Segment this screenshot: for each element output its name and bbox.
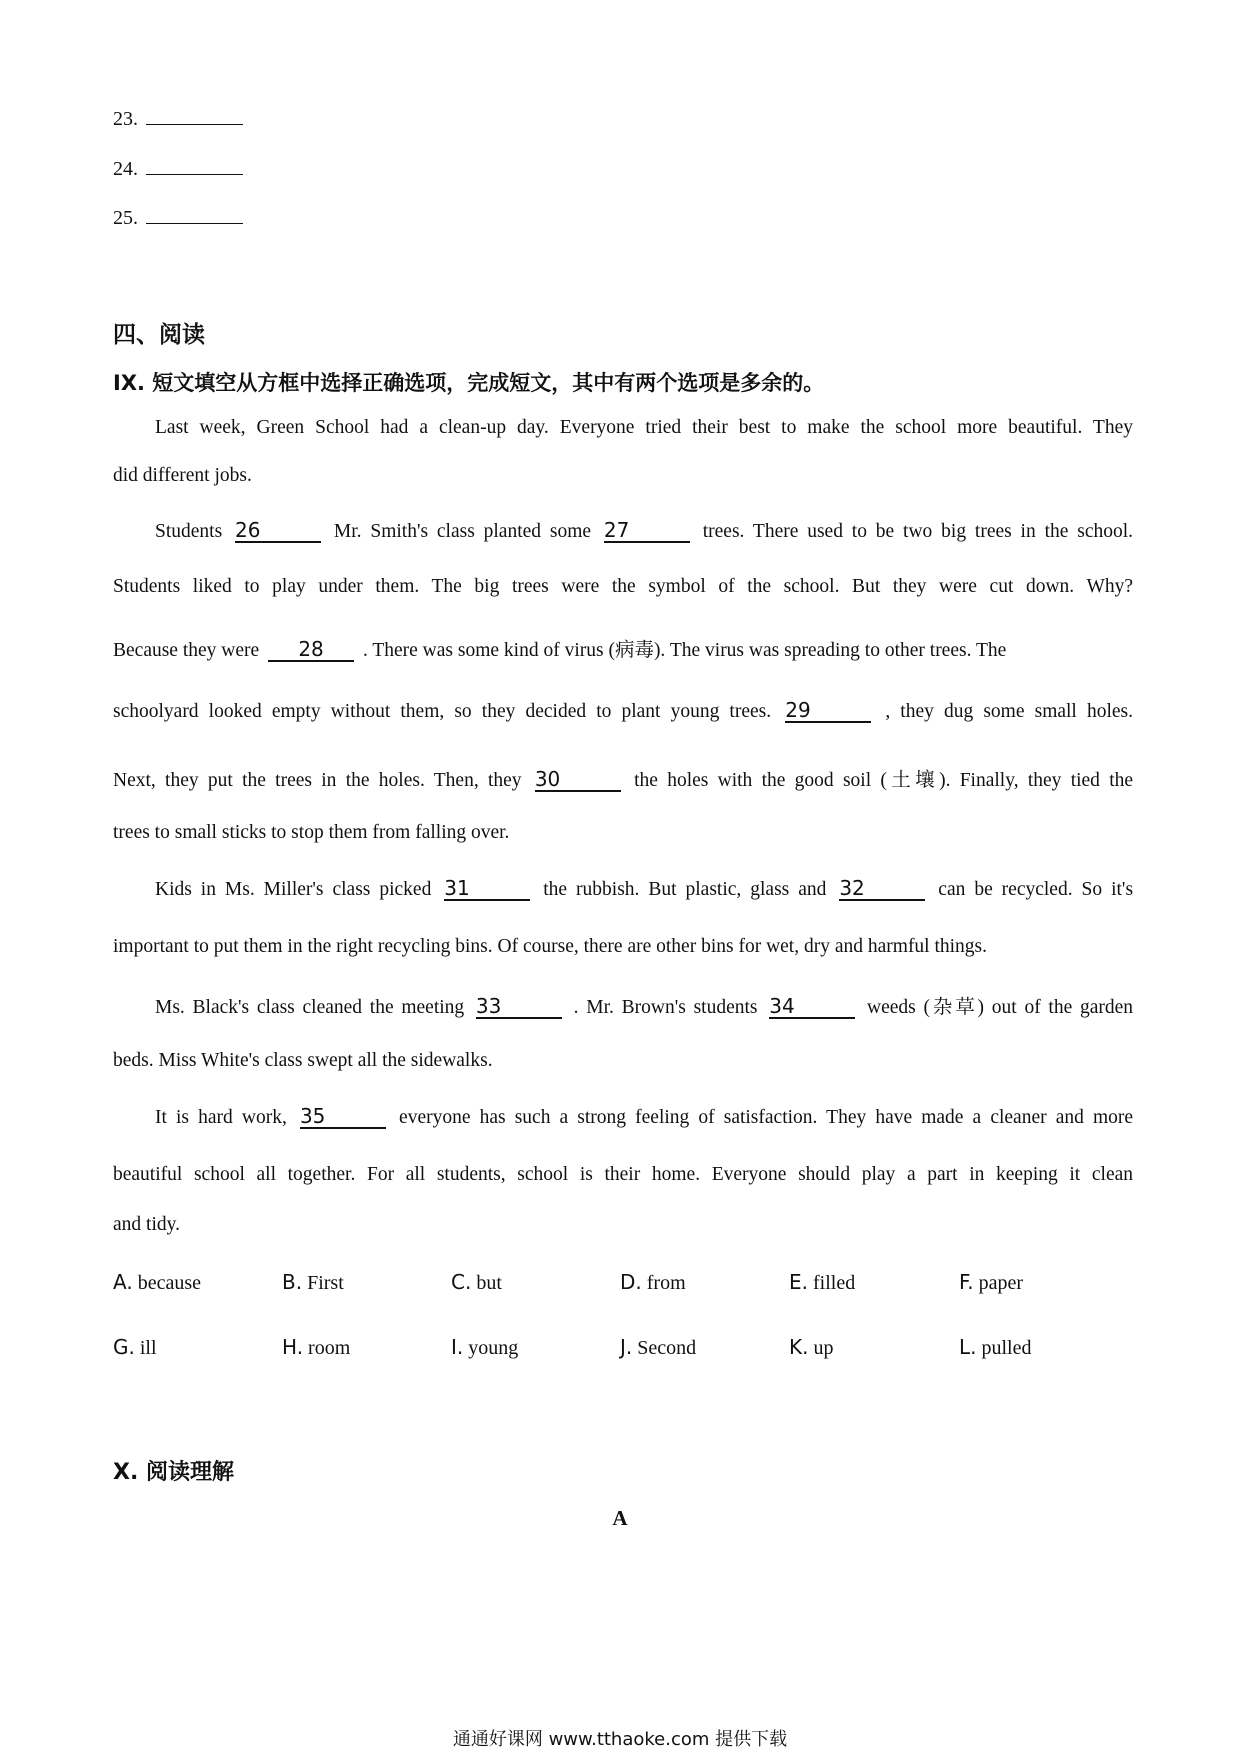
option-i[interactable] <box>451 1335 518 1360</box>
passage-text: schoolyard looked empty without them, so they decided to plant young trees. <box>113 701 772 722</box>
passage-text: It is hard work, <box>155 1107 287 1128</box>
blank-32[interactable]: 32 <box>839 877 925 901</box>
section-heading: 四、阅读 <box>113 322 205 348</box>
option-word: from <box>646 1272 686 1294</box>
blank-28[interactable]: 28 <box>268 638 354 662</box>
option-word: but <box>476 1272 502 1294</box>
option-word: Second <box>637 1337 697 1359</box>
passage-line-9 <box>155 877 1133 901</box>
answer-number: 23. <box>113 108 138 130</box>
passage-text: Kids in Ms. Miller's class picked <box>155 879 432 900</box>
blank-27[interactable]: 27 <box>604 519 690 543</box>
passage-text: Next, they put the trees in the holes. Then, they <box>113 770 522 791</box>
option-h[interactable] <box>282 1335 350 1360</box>
passage-text: , they dug some small holes. <box>885 701 1133 722</box>
option-letter: D. <box>620 1270 642 1294</box>
blank-33[interactable]: 33 <box>476 995 562 1019</box>
option-letter: E. <box>789 1270 808 1294</box>
passage-text: . There was some kind of virus (病毒). The virus was spreading to other trees. The <box>362 640 1007 661</box>
passage-text: Mr. Smith's class planted some <box>333 521 592 542</box>
option-letter: K. <box>789 1335 809 1359</box>
answer-number: 24. <box>113 158 138 180</box>
passage-line-2: did different jobs. <box>113 465 252 486</box>
answer-line-24 <box>113 156 243 181</box>
passage-text: . Mr. Brown's students <box>573 997 758 1018</box>
passage-text: the rubbish. But plastic, glass and <box>543 879 827 900</box>
option-c[interactable] <box>451 1270 502 1295</box>
option-letter: I. <box>451 1335 464 1359</box>
passage-line-12: beds. Miss White's class swept all the sidewalks. <box>113 1050 493 1071</box>
answer-line-23 <box>113 106 243 131</box>
passage-text: Because they were <box>113 640 260 661</box>
option-letter: C. <box>451 1270 472 1294</box>
passage-text: Ms. Black's class cleaned the meeting <box>155 997 465 1018</box>
passage-line-14: beautiful school all together. For all students, school is their home. Everyone should play a part in keeping it clean <box>113 1164 1133 1185</box>
answer-blank[interactable] <box>146 106 243 125</box>
option-word: First <box>307 1272 344 1294</box>
passage-line-1: Last week, Green School had a clean-up day. Everyone tried their best to make the school more beautiful. They <box>155 417 1133 438</box>
passage-line-4: Students liked to play under them. The big trees were the symbol of the school. But they were cut down. Why? <box>113 576 1133 597</box>
instruction: IX. 短文填空从方框中选择正确选项，完成短文，其中有两个选项是多余的。 <box>113 371 825 395</box>
option-word: filled <box>813 1272 856 1294</box>
blank-35[interactable]: 35 <box>300 1105 386 1129</box>
option-b[interactable] <box>282 1270 344 1295</box>
passage-text: can be recycled. So it's <box>938 879 1134 900</box>
option-a[interactable] <box>113 1270 201 1295</box>
section-x-heading: X. 阅读理解 <box>113 1460 234 1485</box>
footer-text: 通通好课网 www.tthaoke.com 提供下载 <box>452 1729 788 1750</box>
passage-line-5 <box>113 634 1133 662</box>
answer-blank[interactable] <box>146 156 243 175</box>
option-letter: F. <box>959 1270 974 1294</box>
passage-text: Students <box>155 521 223 542</box>
option-e[interactable] <box>789 1270 855 1295</box>
passage-text: weeds (杂草) out of the garden <box>867 997 1134 1018</box>
option-letter: J. <box>620 1335 633 1359</box>
passage-line-3 <box>155 519 1133 543</box>
option-g[interactable] <box>113 1335 157 1360</box>
option-letter: G. <box>113 1335 135 1359</box>
option-word: ill <box>139 1337 157 1359</box>
option-word: pulled <box>981 1337 1032 1359</box>
option-letter: H. <box>282 1335 304 1359</box>
option-j[interactable] <box>620 1335 696 1360</box>
option-word: room <box>308 1337 351 1359</box>
blank-31[interactable]: 31 <box>444 877 530 901</box>
option-d[interactable] <box>620 1270 686 1295</box>
answer-number: 25. <box>113 207 138 229</box>
passage-line-11 <box>155 991 1133 1019</box>
option-f[interactable] <box>959 1270 1023 1295</box>
option-word: because <box>137 1272 201 1294</box>
option-word: paper <box>978 1272 1024 1294</box>
option-word: young <box>468 1337 519 1359</box>
option-word: up <box>813 1337 834 1359</box>
answer-line-25 <box>113 205 243 230</box>
blank-30[interactable]: 30 <box>535 768 621 792</box>
passage-line-7 <box>113 764 1133 792</box>
passage-line-8: trees to small sticks to stop them from falling over. <box>113 822 510 843</box>
passage-line-10: important to put them in the right recycling bins. Of course, there are other bins for wet, dry and harmful things. <box>113 936 988 957</box>
passage-line-15: and tidy. <box>113 1214 180 1235</box>
option-letter: L. <box>959 1335 977 1359</box>
passage-text: the holes with the good soil (土壤). Finally, they tied the <box>634 770 1134 791</box>
option-letter: B. <box>282 1270 303 1294</box>
answer-blank[interactable] <box>146 205 243 224</box>
blank-26[interactable]: 26 <box>235 519 321 543</box>
blank-29[interactable]: 29 <box>785 699 871 723</box>
passage-text: everyone has such a strong feeling of satisfaction. They have made a cleaner and more <box>399 1107 1134 1128</box>
option-l[interactable] <box>959 1335 1032 1360</box>
option-k[interactable] <box>789 1335 833 1360</box>
option-letter: A. <box>113 1270 133 1294</box>
passage-line-13 <box>155 1105 1133 1129</box>
passage-line-6 <box>113 699 1133 723</box>
blank-34[interactable]: 34 <box>769 995 855 1019</box>
passage-text: trees. There used to be two big trees in the school. <box>702 521 1134 542</box>
passage-label: A <box>612 1506 628 1530</box>
